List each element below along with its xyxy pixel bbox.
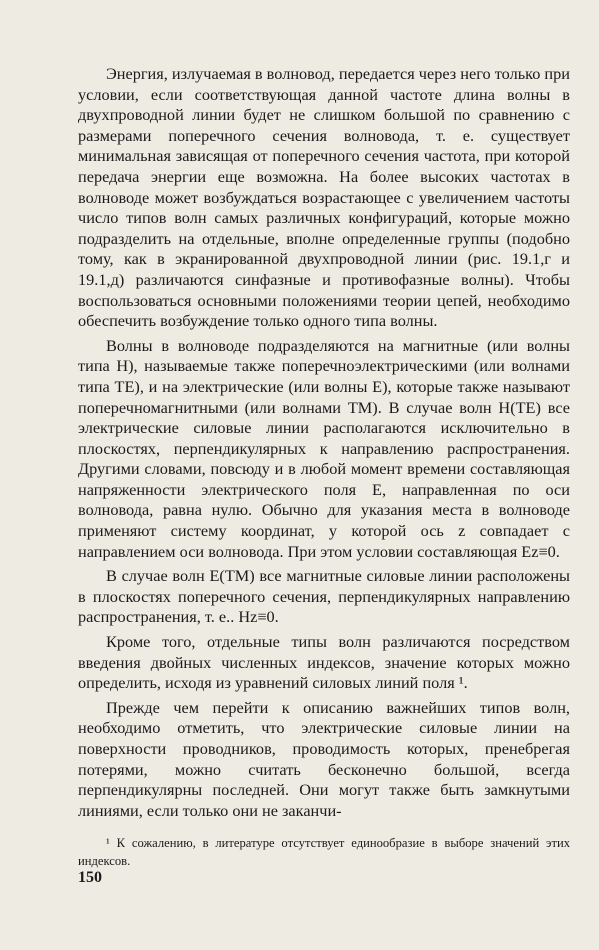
paragraph: Энергия, излучаемая в волновод, передается через него только при условии, если соответствующая данной частоте длина волны в двухпроводной линии будет не слишком большой по сравнению с размерами поперечного сечения волновода, т. е. существует минимальная зависящая от поперечного сечения частота, при которой передача энергии еще возможна. На более высоких частотах в волноводе может возбуждаться возрастающее с увеличением частоты число типов волн самых различных конфигураций, которые можно подразделить на отдельные, вполне определенные группы (подобно тому, как в экранированной двухпроводной линии (рис. 19.1,г и 19.1,д) различаются синфазные и противофазные волны). Чтобы воспользоваться основными положениями теории цепей, необходимо обеспечить возбуждение только одного типа волны.	[78, 64, 570, 331]
paragraph: Волны в волноводе подразделяются на магнитные (или волны типа H), называемые также поперечноэлектрическими (или волнами типа TE), и на электрические (или волны E), которые также называют поперечномагнитными (или волнами TM). В случае волн H(TE) все электрические силовые линии располагаются исключительно в плоскостях, перпендикулярных к направлению распространения. Другими словами, повсюду и в любой момент времени составляющая напряженности электрического поля E, направленная по оси волновода, равна нулю. Обычно для указания места в волноводе применяют систему координат, у которой ось z совпадает с направлением оси волновода. При этом условии составляющая Ez≡0.	[78, 335, 570, 561]
paragraph: В случае волн E(TM) все магнитные силовые линии расположены в плоскостях поперечного сечения, перпендикулярных направлению распространения, т. е.. Hz≡0.	[78, 566, 570, 627]
paragraph: Прежде чем перейти к описанию важнейших типов волн, необходимо отметить, что электрические силовые линии на поверхности проводников, проводимость которых, пренебрегая потерями, можно считать бесконечно большой, всегда перпендикулярны последней. Они могут также быть замкнутыми линиями, если только они не заканчи-	[78, 697, 570, 820]
footnote: ¹ К сожалению, в литературе отсутствует единообразие в выборе значений этих индексов.	[78, 836, 570, 868]
paragraph: Кроме того, отдельные типы волн различаются посредством введения двойных численных индексов, значение которых можно определить, исходя из уравнений силовых линий поля ¹.	[78, 632, 570, 693]
footnote-area	[78, 835, 570, 870]
page-number: 150	[78, 869, 102, 886]
body-text	[78, 64, 570, 821]
